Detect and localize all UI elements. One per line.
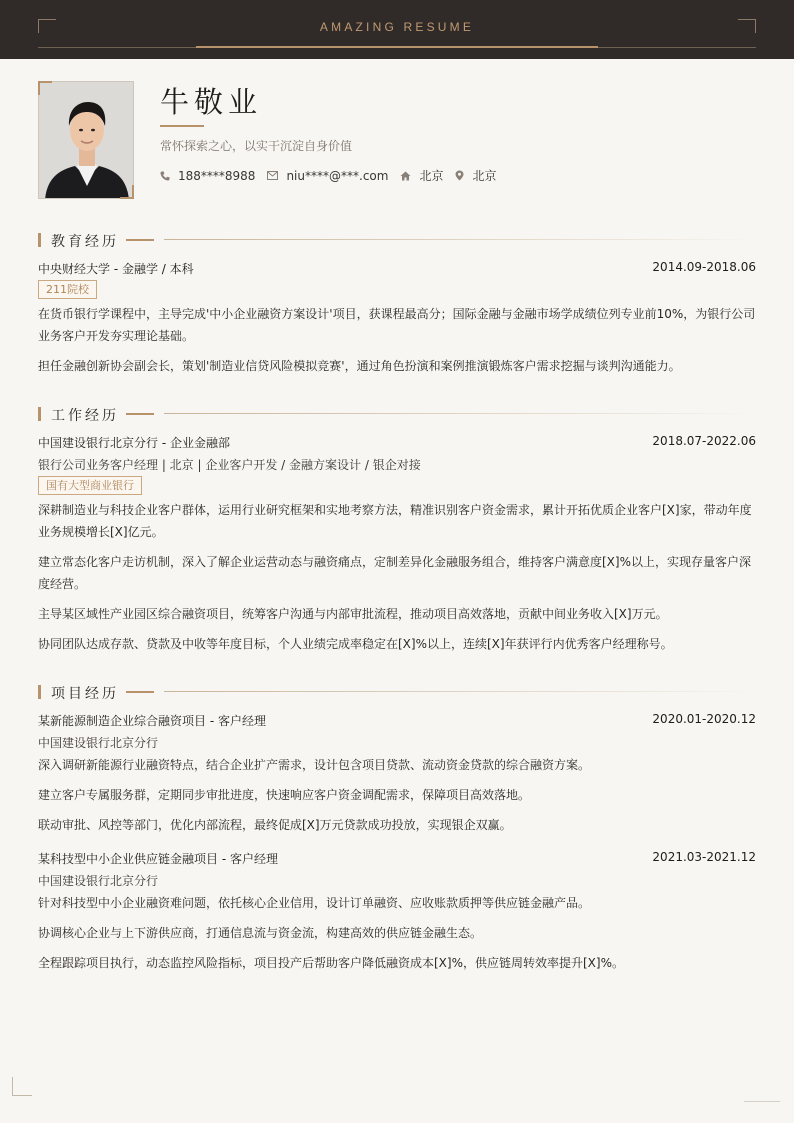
section-rule [164,413,756,414]
header-band [0,0,794,59]
work-paragraph: 深耕制造业与科技企业客户群体，运用行业研究框架和实地考察方法，精准识别客户资金需求，累计开拓优质企业客户[X]家，带动年度业务规模增长[X]亿元。 [38,503,752,539]
contact-info [160,167,508,184]
school-degree: 中央财经大学 - 金融学 / 本科 [38,262,194,276]
education-paragraph: 担任金融创新协会副会长，策划'制造业信贷风险模拟竞赛'，通过角色扮演和案例推演锻炼客户需求挖掘与谈判沟通能力。 [38,359,681,373]
corner-ornament-bottom-left [12,1077,32,1096]
project-org: 中国建设银行北京分行 [38,736,159,750]
education-period: 2014.09-2018.06 [652,260,756,274]
project-period: 2021.03-2021.12 [652,850,756,864]
project-paragraph: 联动审批、风控等部门，优化内部流程，最终促成[X]万元贷款成功投放，实现银企双赢。 [38,818,512,832]
contact-location [455,167,496,184]
section-title-projects: 项目经历 [51,686,119,702]
company-tag: 国有大型商业银行 [38,476,142,495]
brand-title: AMAZING RESUME [319,20,475,34]
header-divider-accent [196,46,598,48]
project-entry-header [38,850,756,867]
work-period: 2018.07-2022.06 [652,434,756,448]
project-paragraph: 针对科技型中小企业融资难问题，依托核心企业信用，设计订单融资、应收账款质押等供应链金融产品。 [38,896,591,910]
home-icon [400,171,411,181]
section-rule [164,691,756,692]
section-dash [126,239,154,241]
project-paragraph: 全程跟踪项目执行，动态监控风险指标，项目投产后帮助客户降低融资成本[X]%，供应链周转效率提升[X]%。 [38,956,624,970]
phone-text: 188****8988 [178,168,256,183]
project-period: 2020.01-2020.12 [652,712,756,726]
name-underline [160,125,204,127]
project-entry-header [38,712,756,729]
section-marker [38,407,41,421]
avatar [38,81,134,199]
section-rule [164,239,756,240]
education-paragraph: 在货币银行学课程中，主导完成'中小企业融资方案设计'项目，获课程最高分；国际金融与金融市场学成绩位列专业前10%，为银行公司业务客户开发夯实理论基础。 [38,307,756,343]
contact-phone [160,169,255,183]
project-name-role: 某科技型中小企业供应链金融项目 - 客户经理 [38,852,278,866]
candidate-name: 牛敬业 [160,85,263,119]
role-line: 银行公司业务客户经理 | 北京 | 企业客户开发 / 金融方案设计 / 银企对接 [38,458,421,472]
section-dash [126,691,154,693]
section-header-work [38,405,756,423]
location-pin-icon [455,170,464,181]
motto: 常怀探索之心，以实干沉淀自身价值 [160,139,353,153]
section-title-work: 工作经历 [51,408,119,424]
location-text: 北京 [472,169,497,183]
section-dash [126,413,154,415]
contact-email [267,169,388,183]
contact-hometown [400,167,443,184]
hometown-text: 北京 [419,169,444,183]
project-paragraph: 协调核心企业与上下游供应商，打通信息流与资金流，构建高效的供应链金融生态。 [38,926,483,940]
email-text: niu****@***.com [286,168,389,183]
work-entry-header [38,434,756,451]
work-paragraph: 主导某区域性产业园区综合融资项目，统筹客户沟通与内部审批流程，推动项目高效落地，贡献中间业务收入[X]万元。 [38,607,668,621]
phone-icon [160,171,170,181]
project-paragraph: 深入调研新能源行业融资特点，结合企业扩产需求，设计包含项目贷款、流动资金贷款的综合融资方案。 [38,758,591,772]
section-marker [38,685,41,699]
photo-frame-corner [38,81,52,95]
work-paragraph: 建立常态化客户走访机制，深入了解企业运营动态与融资痛点，定制差异化金融服务组合，维持客户满意度[X]%以上，实现存量客户深度经营。 [38,555,751,591]
mail-icon [267,171,278,180]
project-paragraph: 建立客户专属服务群，定期同步审批进度，快速响应客户资金调配需求，保障项目高效落地。 [38,788,531,802]
project-name-role: 某新能源制造企业综合融资项目 - 客户经理 [38,714,266,728]
project-org: 中国建设银行北京分行 [38,874,159,888]
education-entry-header [38,260,756,277]
company-department: 中国建设银行北京分行 - 企业金融部 [38,436,230,450]
photo-frame-corner [120,185,134,199]
section-title-education: 教育经历 [51,234,119,250]
footer-rule [744,1101,780,1102]
work-paragraph: 协同团队达成存款、贷款及中收等年度目标，个人业绩完成率稳定在[X]%以上，连续[X]年获评行内优秀客户经理称号。 [38,637,673,651]
section-header-projects [38,683,756,701]
section-header-education [38,231,756,249]
school-tag: 211院校 [38,280,97,299]
section-marker [38,233,41,247]
